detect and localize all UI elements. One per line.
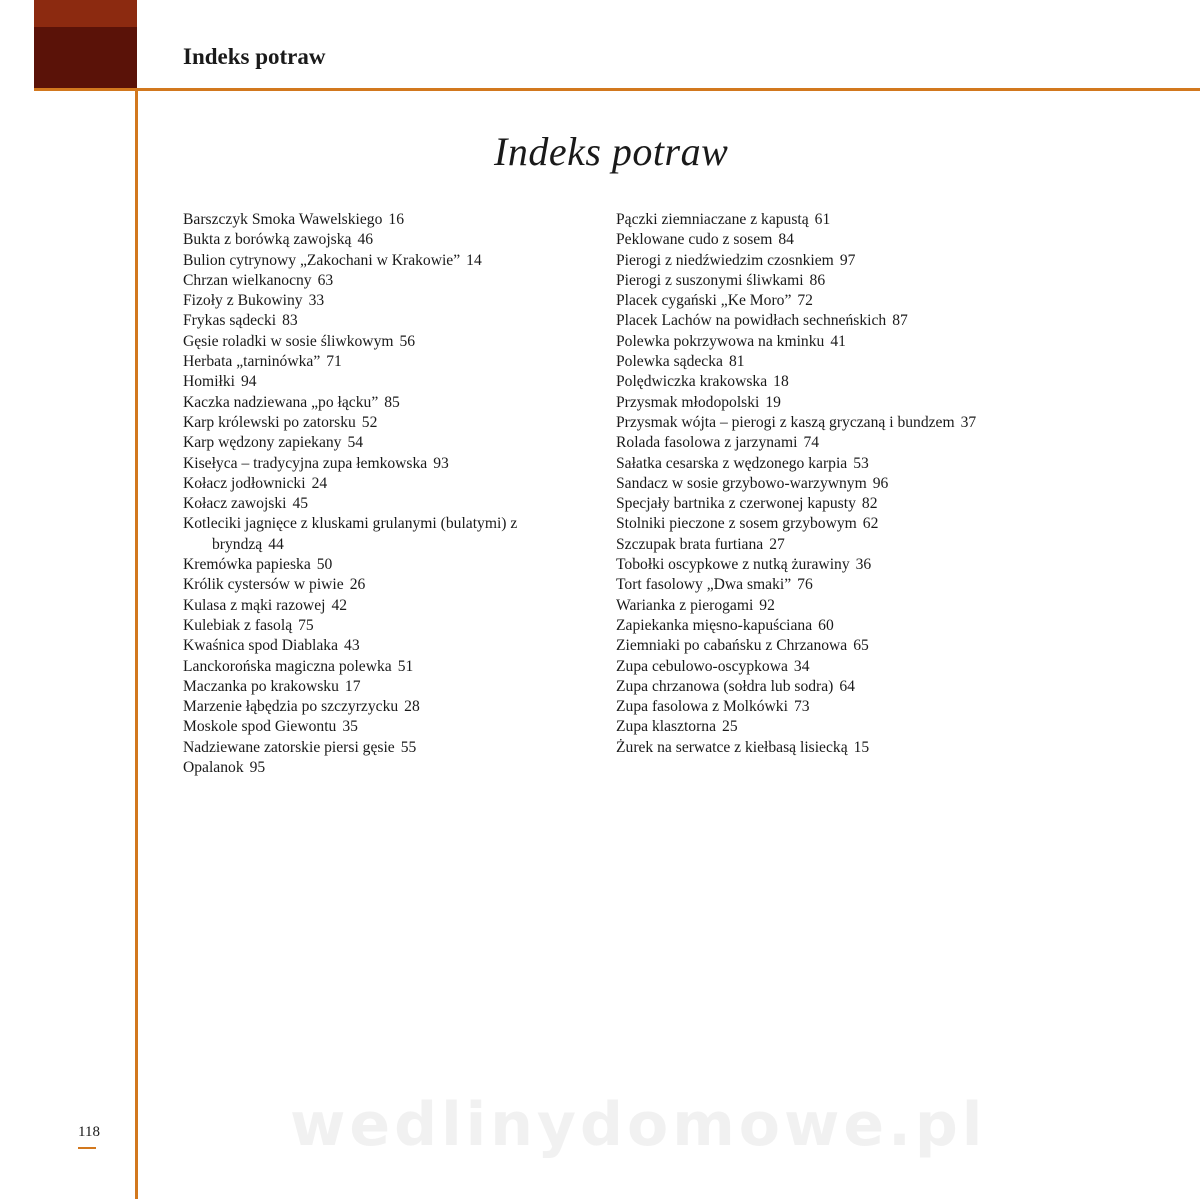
- index-entry: [183, 575, 573, 595]
- index-entry: [616, 697, 986, 717]
- dish-name: Kołacz jodłownicki: [183, 474, 306, 492]
- dish-page-number: 75: [298, 616, 314, 634]
- dish-name: Placek cygański „Ke Moro”: [616, 292, 792, 310]
- index-entry: [616, 433, 986, 453]
- dish-page-number: 64: [839, 677, 855, 695]
- dish-page-number: 94: [240, 373, 257, 391]
- header-rule: [34, 88, 1200, 91]
- dish-name: Warianka z pierogami: [616, 596, 754, 614]
- dish-page-number: 19: [765, 393, 781, 411]
- dish-name: Peklowane cudo z sosem: [616, 231, 773, 249]
- dish-page-number: 56: [399, 332, 416, 350]
- watermark: wedlinydomowe.pl: [290, 1090, 987, 1160]
- dish-name: Szczupak brata furtiana: [616, 535, 764, 553]
- index-entry: [616, 474, 986, 494]
- dish-name: Sandacz w sosie grzybowo-warzywnym: [616, 474, 867, 492]
- dish-page-number: 92: [759, 596, 775, 614]
- page-number-rule: [78, 1147, 96, 1149]
- index-entry: [183, 616, 573, 636]
- dish-page-number: 82: [861, 495, 878, 513]
- dish-name: Pierogi z niedźwiedzim czosnkiem: [616, 251, 834, 269]
- dish-page-number: 54: [347, 434, 364, 452]
- index-entry: [183, 596, 573, 616]
- index-entry: [183, 332, 573, 352]
- index-entry: [616, 514, 986, 534]
- dish-name: Kremówka papieska: [183, 556, 311, 574]
- dish-name: Gęsie roladki w sosie śliwkowym: [183, 332, 394, 350]
- dish-name: Zupa klasztorna: [616, 718, 717, 736]
- index-entry: [183, 758, 573, 778]
- index-entry: [183, 474, 573, 494]
- index-entry: [183, 393, 573, 413]
- dish-name: Moskole spod Giewontu: [183, 718, 337, 736]
- dish-page-number: 28: [404, 698, 420, 716]
- dish-page-number: 63: [317, 271, 334, 289]
- dish-page-number: 55: [400, 738, 417, 756]
- dish-page-number: 85: [384, 393, 400, 411]
- dish-page-number: 34: [793, 657, 810, 675]
- dish-page-number: 17: [344, 677, 361, 695]
- index-entry: [616, 555, 986, 575]
- dish-page-number: 76: [797, 576, 813, 594]
- index-entry: [183, 657, 573, 677]
- index-entry: [183, 352, 573, 372]
- dish-page-number: 37: [960, 413, 977, 431]
- index-entry: [616, 717, 986, 737]
- dish-page-number: 14: [466, 251, 482, 269]
- index-entry: [183, 494, 573, 514]
- dish-page-number: 33: [308, 292, 325, 310]
- dish-page-number: 95: [249, 759, 266, 777]
- index-entry: [183, 454, 573, 474]
- dish-page-number: 62: [862, 515, 879, 533]
- dish-page-number: 61: [814, 211, 831, 228]
- page-number: 118: [78, 1124, 100, 1140]
- dish-name: Frykas sądecki: [183, 312, 277, 330]
- dish-page-number: 44: [268, 535, 284, 553]
- dish-page-number: 16: [388, 211, 404, 228]
- dish-name: Barszczyk Smoka Wawelskiego: [183, 211, 383, 228]
- index-entry: [183, 677, 573, 697]
- dish-name: Marzenie łąbędzia po szczyrzycku: [183, 698, 399, 716]
- index-entry: [616, 616, 986, 636]
- index-entry: [616, 657, 986, 677]
- dish-page-number: 73: [793, 698, 810, 716]
- corner-color-strip: [34, 0, 137, 27]
- dish-page-number: 43: [344, 637, 360, 655]
- dish-name: Zupa chrzanowa (sołdra lub sodra): [616, 677, 834, 695]
- index-entry: [616, 494, 986, 514]
- dish-name: Opalanok: [183, 759, 244, 777]
- dish-name: Karp królewski po zatorsku: [183, 413, 356, 431]
- index-entry: [616, 636, 986, 656]
- index-entry: [616, 575, 986, 595]
- index-entry: [616, 230, 986, 250]
- dish-name: Sałatka cesarska z wędzonego karpia: [616, 454, 848, 472]
- dish-name: Polędwiczka krakowska: [616, 373, 768, 391]
- dish-page-number: 53: [853, 454, 869, 472]
- dish-name: Pierogi z suszonymi śliwkami: [616, 271, 804, 289]
- index-entry: [616, 535, 986, 555]
- dish-name: Karp wędzony zapiekany: [183, 434, 342, 452]
- dish-name: Kulasa z mąki razowej: [183, 596, 326, 614]
- dish-page-number: 35: [342, 718, 358, 736]
- dish-page-number: 15: [853, 738, 870, 756]
- index-entry: [183, 636, 573, 656]
- dish-page-number: 84: [778, 231, 794, 249]
- index-entry: [183, 433, 573, 453]
- index-entry: [616, 271, 986, 291]
- dish-page-number: 51: [397, 657, 414, 675]
- index-entry: [183, 251, 573, 271]
- index-entry: [183, 413, 573, 433]
- dish-page-number: 72: [797, 292, 813, 310]
- dish-name: Pączki ziemniaczane z kapustą: [616, 211, 809, 228]
- dish-name: Kisełyca – tradycyjna zupa łemkowska: [183, 454, 428, 472]
- dish-page-number: 50: [316, 556, 333, 574]
- margin-rule: [135, 88, 138, 1199]
- dish-name: Kołacz zawojski: [183, 495, 287, 513]
- index-entry: [183, 555, 573, 575]
- dish-page-number: 74: [803, 434, 820, 452]
- dish-name: Herbata „tarninówka”: [183, 353, 321, 371]
- dish-name: Kotleciki jagnięce z kluskami grulanymi (bulatymi) z bryndzą: [183, 515, 518, 553]
- index-entry: [183, 210, 573, 230]
- dish-name: Nadziewane zatorskie piersi gęsie: [183, 738, 395, 756]
- dish-name: Ziemniaki po cabańsku z Chrzanowa: [616, 637, 848, 655]
- dish-page-number: 24: [311, 474, 328, 492]
- index-entry: [616, 210, 986, 230]
- dish-name: Królik cystersów w piwie: [183, 576, 344, 594]
- dish-page-number: 81: [728, 353, 745, 371]
- dish-page-number: 42: [331, 596, 348, 614]
- index-entry: [616, 677, 986, 697]
- index-entry: [183, 291, 573, 311]
- dish-name: Zupa fasolowa z Molkówki: [616, 698, 788, 716]
- dish-name: Kaczka nadziewana „po łącku”: [183, 393, 379, 411]
- dish-page-number: 87: [892, 312, 908, 330]
- dish-page-number: 26: [349, 576, 366, 594]
- dish-page-number: 97: [839, 251, 856, 269]
- dish-page-number: 41: [830, 332, 846, 350]
- index-column-left: [183, 210, 573, 778]
- dish-page-number: 36: [855, 556, 872, 574]
- index-entry: [183, 372, 573, 392]
- dish-name: Lanckorońska magiczna polewka: [183, 657, 392, 675]
- index-entry: [616, 291, 986, 311]
- dish-name: Bulion cytrynowy „Zakochani w Krakowie”: [183, 251, 461, 269]
- index-entry: [183, 514, 573, 555]
- running-title: Indeks potraw: [183, 44, 326, 69]
- index-entry: [616, 596, 986, 616]
- dish-name: Przysmak wójta – pierogi z kaszą gryczaną i bundzem: [616, 413, 955, 431]
- dish-page-number: 93: [433, 454, 449, 472]
- dish-name: Placek Lachów na powidłach sechneńskich: [616, 312, 887, 330]
- index-entry: [183, 738, 573, 758]
- dish-name: Polewka sądecka: [616, 353, 723, 371]
- corner-color-block: [34, 0, 137, 88]
- dish-page-number: 71: [326, 353, 342, 371]
- dish-page-number: 27: [769, 535, 785, 553]
- index-entry: [616, 738, 986, 758]
- index-entry: [616, 251, 986, 271]
- dish-name: Zupa cebulowo-oscypkowa: [616, 657, 788, 675]
- dish-page-number: 46: [357, 231, 374, 249]
- dish-name: Przysmak młodopolski: [616, 393, 760, 411]
- index-entry: [616, 454, 986, 474]
- index-entry: [616, 372, 986, 392]
- index-entry: [183, 230, 573, 250]
- dish-page-number: 65: [853, 637, 869, 655]
- dish-name: Homiłki: [183, 373, 235, 391]
- index-entry: [616, 393, 986, 413]
- dish-page-number: 83: [282, 312, 298, 330]
- dish-name: Żurek na serwatce z kiełbasą lisiecką: [616, 738, 848, 756]
- index-entry: [616, 332, 986, 352]
- index-entry: [616, 311, 986, 331]
- dish-name: Chrzan wielkanocny: [183, 271, 312, 289]
- index-entry: [183, 717, 573, 737]
- dish-name: Fizoły z Bukowiny: [183, 292, 303, 310]
- dish-name: Maczanka po krakowsku: [183, 677, 339, 695]
- dish-name: Kulebiak z fasolą: [183, 616, 293, 634]
- dish-page-number: 96: [872, 474, 889, 492]
- dish-name: Stolniki pieczone z sosem grzybowym: [616, 515, 857, 533]
- dish-name: Rolada fasolowa z jarzynami: [616, 434, 798, 452]
- dish-page-number: 86: [809, 271, 826, 289]
- dish-page-number: 45: [292, 495, 309, 513]
- dish-page-number: 60: [818, 616, 834, 634]
- page-title: Indeks potraw: [494, 129, 729, 174]
- dish-name: Polewka pokrzywowa na kminku: [616, 332, 825, 350]
- index-entry: [616, 413, 986, 433]
- dish-name: Zapiekanka mięsno-kapuściana: [616, 616, 813, 634]
- dish-name: Kwaśnica spod Diablaka: [183, 637, 339, 655]
- dish-name: Tobołki oscypkowe z nutką żurawiny: [616, 556, 850, 574]
- index-column-right: [616, 210, 986, 758]
- dish-page-number: 52: [361, 413, 378, 431]
- index-entry: [183, 271, 573, 291]
- index-entry: [183, 697, 573, 717]
- dish-name: Tort fasolowy „Dwa smaki”: [616, 576, 792, 594]
- index-entry: [183, 311, 573, 331]
- index-entry: [616, 352, 986, 372]
- dish-page-number: 25: [722, 718, 738, 736]
- dish-page-number: 18: [773, 373, 789, 391]
- dish-name: Bukta z borówką zawojską: [183, 231, 352, 249]
- dish-name: Specjały bartnika z czerwonej kapusty: [616, 495, 856, 513]
